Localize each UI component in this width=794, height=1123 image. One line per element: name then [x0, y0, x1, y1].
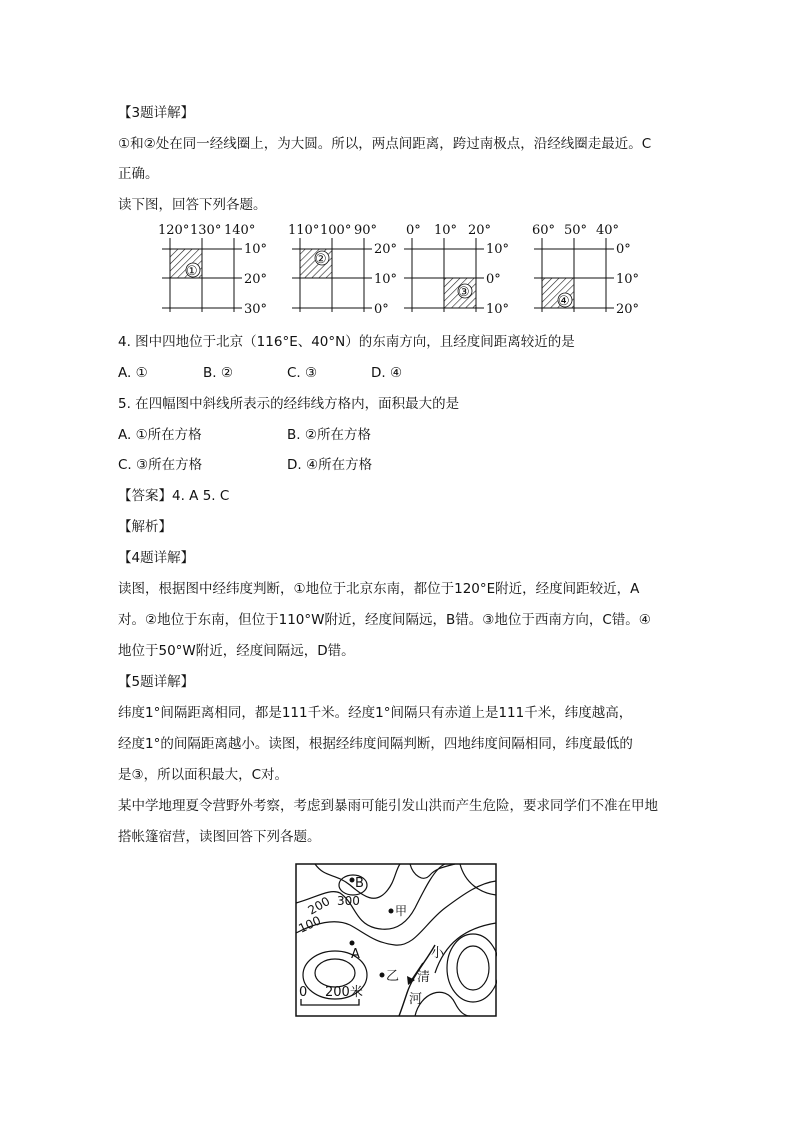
grid-1 [158, 223, 267, 317]
q5-explanation-line2: 经度1°的间隔距离越小。读图，根据经纬度间隔判断，四地纬度间隔相同，纬度最低的 [118, 736, 633, 752]
grid-2-right-label-3: 0° [374, 302, 389, 317]
q5-option-c: C. ③所在方格 [118, 457, 203, 473]
contour-label-300: 300 [337, 894, 360, 908]
analysis-heading: 【解析】 [118, 519, 172, 535]
heading-q3-detail: 【3题详解】 [118, 105, 195, 121]
q3-explanation-line1: ①和②处在同一经线圈上，为大圆。所以，两点间距离，跨过南极点，沿经线圈走最近。C [118, 136, 652, 152]
grid-1-marker: ① [186, 264, 198, 279]
grid-4 [532, 223, 639, 317]
river-label-1: 小 [431, 946, 445, 961]
lat-long-grids-figure [150, 220, 670, 320]
point-yi-label: 乙 [386, 969, 400, 984]
q4-explanation-line3: 地位于50°W附近，经度间隔远，D错。 [118, 643, 355, 659]
grid-1-top-label-2: 130° [190, 223, 222, 238]
q5-option-b: B. ②所在方格 [287, 427, 371, 443]
camp-question-intro-line2: 搭帐篷宿营，读图回答下列各题。 [118, 829, 321, 845]
grid-4-top-label-1: 60° [532, 223, 556, 238]
question-4: 4. 图中四地位于北京（116°E、40°N）的东南方向，且经度间距离较近的是 [118, 334, 575, 350]
heading-q4-detail: 【4题详解】 [118, 550, 195, 566]
grid-1-top-label-1: 120° [158, 223, 190, 238]
scale-zero-label: 0 [299, 985, 308, 1000]
grid-3-right-label-1: 10° [486, 242, 510, 257]
grid-3-top-label-2: 10° [434, 223, 458, 238]
grid-3-right-label-3: 10° [486, 302, 510, 317]
grid-2-top-label-2: 100° [320, 223, 352, 238]
q4-option-b: B. ② [203, 365, 233, 381]
grid-1-right-label-1: 10° [244, 242, 268, 257]
grid-3-top-label-1: 0° [406, 223, 421, 238]
grid-4-top-label-2: 50° [564, 223, 588, 238]
q4-option-c: C. ③ [287, 365, 318, 381]
q5-explanation-line3: 是③，所以面积最大，C对。 [118, 767, 289, 783]
q4-option-a: A. ① [118, 365, 148, 381]
grid-2-top-label-3: 90° [354, 223, 378, 238]
scale-value-label: 200米 [325, 985, 363, 1000]
grid-4-marker: ④ [558, 294, 570, 309]
grid-2-marker: ② [315, 252, 327, 267]
grid-2 [288, 223, 397, 317]
grid-3 [404, 223, 509, 317]
grid-2-right-label-1: 20° [374, 242, 398, 257]
q3-explanation-line2: 正确。 [118, 166, 159, 182]
q5-option-d: D. ④所在方格 [287, 457, 373, 473]
river-label-2: 清 [417, 970, 431, 985]
point-a-label: A [351, 947, 360, 962]
contour-map [295, 863, 497, 1017]
grid-1-top-label-3: 140° [224, 223, 256, 238]
question-5: 5. 在四幅图中斜线所表示的经纬线方格内，面积最大的是 [118, 396, 460, 412]
grid-4-right-label-2: 10° [616, 272, 640, 287]
q4-explanation-line1: 读图，根据图中经纬度判断，①地位于北京东南，都位于120°E附近，经度间距较近，A [118, 581, 640, 597]
q4-explanation-line2: 对。②地位于东南，但位于110°W附近，经度间隔远，B错。③地位于西南方向，C错。④ [118, 612, 651, 628]
point-jia-label: 甲 [395, 904, 408, 918]
grid-1-right-label-3: 30° [244, 302, 268, 317]
camp-question-intro-line1: 某中学地理夏令营野外考察，考虑到暴雨可能引发山洪而产生危险，要求同学们不准在甲地 [118, 798, 658, 814]
grid-4-top-label-3: 40° [596, 223, 620, 238]
grid-3-top-label-3: 20° [468, 223, 492, 238]
q5-option-a: A. ①所在方格 [118, 427, 202, 443]
river-label-3: 河 [409, 992, 423, 1007]
grid-1-right-label-2: 20° [244, 272, 268, 287]
q4-option-d: D. ④ [371, 365, 403, 381]
grid-2-top-label-1: 110° [288, 223, 320, 238]
grid-4-right-label-1: 0° [616, 242, 631, 257]
grid-4-right-label-3: 20° [616, 302, 640, 317]
grid-3-marker: ③ [458, 285, 470, 300]
point-b-label: B [355, 876, 364, 891]
q5-explanation-line1: 纬度1°间隔距离相同，都是111千米。经度1°间隔只有赤道上是111千米，纬度越高， [118, 705, 633, 721]
answer-line: 【答案】4. A 5. C [118, 488, 230, 504]
grid-2-right-label-2: 10° [374, 272, 398, 287]
figure-intro: 读下图，回答下列各题。 [118, 197, 267, 213]
contour-label-200: 200 [305, 894, 333, 918]
grid-3-right-label-2: 0° [486, 272, 501, 287]
heading-q5-detail: 【5题详解】 [118, 674, 195, 690]
contour-label-100: 100 [296, 913, 324, 936]
